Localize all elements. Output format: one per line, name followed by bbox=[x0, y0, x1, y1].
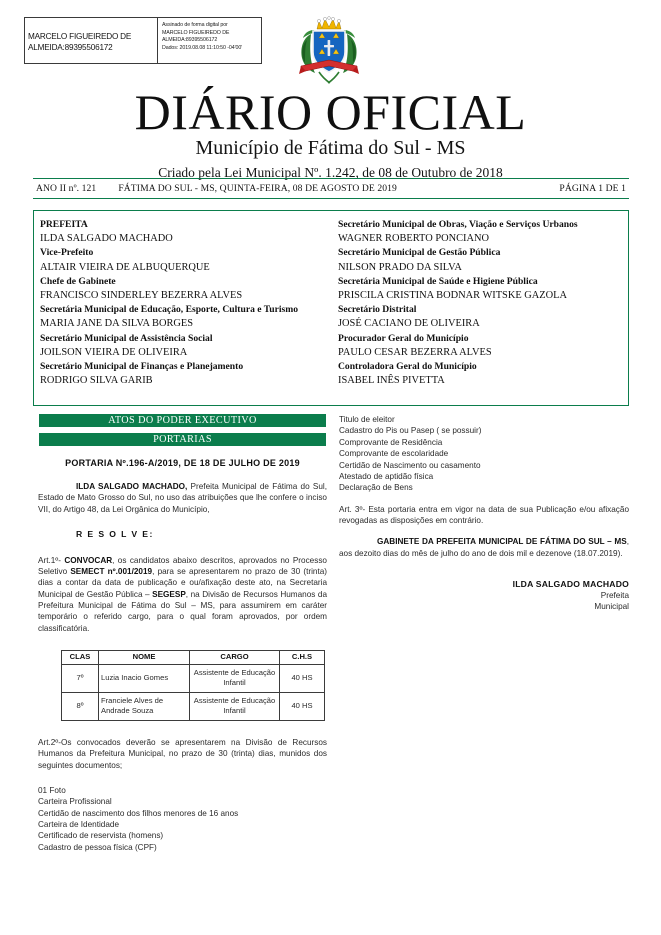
issue-place-date: FÁTIMA DO SUL - MS, QUINTA-FEIRA, 08 DE AGOSTO DE 2019 bbox=[118, 183, 397, 194]
portaria-article-3: Art. 3º- Esta portaria entra em vigor na data de sua Publicação e/ou afixação revogadas as disposições em contrário. bbox=[339, 504, 629, 526]
article-1-verb: CONVOCAR bbox=[64, 555, 113, 565]
official-role: Secretária Municipal de Educação, Esporte, Cultura e Turismo bbox=[40, 304, 299, 316]
portaria-title: PORTARIA Nº.196-A/2019, DE 18 DE JULHO DE 2019 bbox=[65, 458, 300, 468]
document-item: Titulo de eleitor bbox=[339, 415, 395, 424]
official-role: Secretário Municipal de Finanças e Planejamento bbox=[40, 361, 244, 373]
portaria-preamble bbox=[38, 481, 327, 515]
cell-nome: Franciele Alves de Andrade Souza bbox=[99, 692, 190, 720]
official-name: PRISCILA CRISTINA BODNAR WITSKE GAZOLA bbox=[338, 290, 567, 302]
document-item: Comprovante de escolaridade bbox=[339, 449, 449, 459]
official-name: MARIA JANE DA SILVA BORGES bbox=[40, 318, 194, 330]
cabinet-closing-paragraph bbox=[339, 536, 629, 559]
masthead-subtitle: Município de Fátima do Sul - MS bbox=[195, 137, 466, 159]
document-item: Carteira Profissional bbox=[38, 797, 112, 807]
body-column-left bbox=[38, 455, 327, 853]
cabinet-heading: GABINETE DA PREFEITA MUNICIPAL DE FÁTIMA DO SUL – MS bbox=[377, 537, 627, 547]
section-banner-atos-poder-executivo: ATOS DO PODER EXECUTIVO bbox=[39, 414, 326, 427]
digital-signature-stamp bbox=[24, 17, 262, 64]
official-role: Secretário Municipal de Gestão Pública bbox=[338, 247, 501, 259]
portaria-article-1 bbox=[38, 555, 327, 634]
cell-clas: 8º bbox=[62, 692, 99, 720]
portaria-article-2: Art.2º-Os convocados deverão se apresentarem na Divisão de Recursos Humanos da Prefeitura Municipal, no prazo de 30 (trinta) dias, munidos dos seguintes documentos; bbox=[38, 737, 327, 770]
document-item: Cadastro do Pis ou Pasep ( se possuir) bbox=[339, 426, 482, 436]
official-role: Chefe de Gabinete bbox=[40, 275, 116, 287]
required-documents-list-right bbox=[339, 414, 629, 494]
officials-column-left bbox=[34, 211, 332, 405]
signature-detail-line-4: Dados: 2019.08.08 11:10:50 -04'00' bbox=[162, 44, 243, 51]
issue-page-number: PÁGINA 1 DE 1 bbox=[559, 183, 626, 194]
signatory-role-line-2: Municipal bbox=[594, 602, 629, 612]
officials-column-right bbox=[332, 211, 628, 405]
official-role: Secretário Distrital bbox=[338, 304, 417, 316]
official-name: RODRIGO SILVA GARIB bbox=[40, 375, 153, 387]
column-header-chs: C.H.S bbox=[280, 650, 325, 664]
official-name: ISABEL INÊS PIVETTA bbox=[338, 375, 445, 387]
masthead-law-reference: Criado pela Lei Municipal Nº. 1.242, de 08 de Outubro de 2018 bbox=[158, 165, 503, 180]
cell-clas: 7º bbox=[62, 664, 99, 692]
signatory-name: ILDA SALGADO MACHADO bbox=[512, 579, 629, 590]
officials-roster bbox=[33, 210, 629, 406]
official-role: Controladora Geral do Município bbox=[338, 361, 477, 373]
official-role: Secretário Municipal de Assistência Social bbox=[40, 332, 213, 344]
preamble-text: Prefeita Municipal de Fátima do Sul, Estado de Mato Grosso do Sul, no uso das atribuições que lhe confere o inciso VII, do Artigo 48, da Lei Orgânica do Município, bbox=[38, 482, 328, 514]
official-name: WAGNER ROBERTO PONCIANO bbox=[338, 233, 490, 245]
column-header-clas: CLAS bbox=[62, 650, 99, 664]
official-name: JOILSON VIEIRA DE OLIVEIRA bbox=[40, 346, 188, 358]
article-1-process-code: SEMECT nº.001/2019 bbox=[70, 567, 153, 577]
official-role: Secretário Municipal de Obras, Viação e Serviços Urbanos bbox=[338, 219, 578, 230]
official-role: Procurador Geral do Município bbox=[338, 332, 469, 344]
signature-closing-block bbox=[339, 579, 629, 612]
column-header-cargo: CARGO bbox=[190, 650, 280, 664]
document-item: Comprovante de Residência bbox=[339, 437, 443, 447]
issue-year-number: ANO II nº. 121 bbox=[36, 183, 97, 194]
official-name: NILSON PRADO DA SILVA bbox=[338, 261, 462, 273]
article-1-label: Art.1º- bbox=[38, 555, 65, 565]
document-item: Cadastro de pessoa física (CPF) bbox=[38, 842, 157, 852]
official-name: PAULO CESAR BEZERRA ALVES bbox=[338, 346, 492, 358]
article-1-segesp: SEGESP bbox=[152, 589, 186, 599]
document-item: Certidão de nascimento dos filhos menores de 16 anos bbox=[38, 808, 239, 818]
table-header-row bbox=[62, 650, 325, 664]
coat-of-arms-icon bbox=[297, 16, 361, 86]
table-row bbox=[62, 692, 325, 720]
resolve-heading: R E S O L V E: bbox=[76, 528, 154, 539]
article-1-text-b: , para se apresentarem no prazo de 30 (trinta) dias a contar da data de publicação e ou/afixação deste ato, na Secretaria Municipal de Gestão Pública – bbox=[38, 567, 328, 599]
document-item: Declaração de Bens bbox=[339, 483, 413, 493]
document-item: Carteira de Identidade bbox=[38, 820, 120, 830]
official-role: PREFEITA bbox=[40, 219, 88, 230]
signature-subject-name: MARCELO FIGUEIREDO DE ALMEIDA:89395506172 bbox=[28, 31, 132, 52]
masthead bbox=[0, 86, 661, 182]
issue-info-bar bbox=[33, 178, 629, 199]
signature-detail-line-3: ALMEIDA:89395506172 bbox=[162, 37, 218, 44]
article-1-text-c: , na Divisão de Recursos Humanos da Prefeitura Municipal de Fátima do Sul – MS, para assumirem em caráter temporário o referido cargo, para o qual foram aprovados, por ordem classificatória. bbox=[38, 589, 327, 633]
official-role: Secretária Municipal de Saúde e Higiene Pública bbox=[338, 275, 538, 287]
document-item: Certificado de reservista (homens) bbox=[38, 831, 164, 841]
page-title: DIÁRIO OFICIAL bbox=[134, 84, 527, 140]
cell-cargo: Assistente de Educação Infantil bbox=[190, 664, 280, 692]
signatory-role-line-1: Prefeita bbox=[600, 591, 629, 601]
official-role: Vice-Prefeito bbox=[40, 247, 94, 259]
cell-chs: 40 HS bbox=[280, 692, 325, 720]
body-column-right bbox=[339, 414, 629, 612]
required-documents-list-left bbox=[38, 785, 327, 853]
column-header-nome: NOME bbox=[99, 650, 190, 664]
table-row bbox=[62, 664, 325, 692]
signature-detail-line-1: Assinado de forma digital por bbox=[162, 22, 228, 28]
official-name: ILDA SALGADO MACHADO bbox=[40, 233, 173, 245]
cell-chs: 40 HS bbox=[280, 664, 325, 692]
document-item: Atestado de aptidão física bbox=[339, 472, 434, 482]
cell-nome: Luzia Inacio Gomes bbox=[99, 664, 190, 692]
article-1-text-a: , os candidatos abaixo descritos, aprovados no Processo Seletivo bbox=[38, 555, 327, 577]
official-name: FRANCISCO SINDERLEY BEZERRA ALVES bbox=[40, 290, 243, 302]
official-name: JOSÉ CACIANO DE OLIVEIRA bbox=[338, 318, 480, 330]
signature-detail-line-2: MARCELO FIGUEIREDO DE bbox=[162, 29, 230, 36]
cell-cargo: Assistente de Educação Infantil bbox=[190, 692, 280, 720]
document-item: Certidão de Nascimento ou casamento bbox=[339, 460, 481, 470]
section-banner-portarias: PORTARIAS bbox=[39, 433, 326, 446]
preamble-mayor-name: ILDA SALGADO MACHADO, bbox=[76, 482, 188, 491]
cabinet-date-text: , aos dezoito dias do mês de julho do ano de dois mil e dezenove (18.07.2019). bbox=[339, 537, 629, 558]
signature-details bbox=[158, 18, 261, 63]
document-item: 01 Foto bbox=[38, 785, 66, 795]
candidates-table bbox=[61, 650, 325, 721]
official-name: ALTAIR VIEIRA DE ALBUQUERQUE bbox=[40, 261, 210, 273]
